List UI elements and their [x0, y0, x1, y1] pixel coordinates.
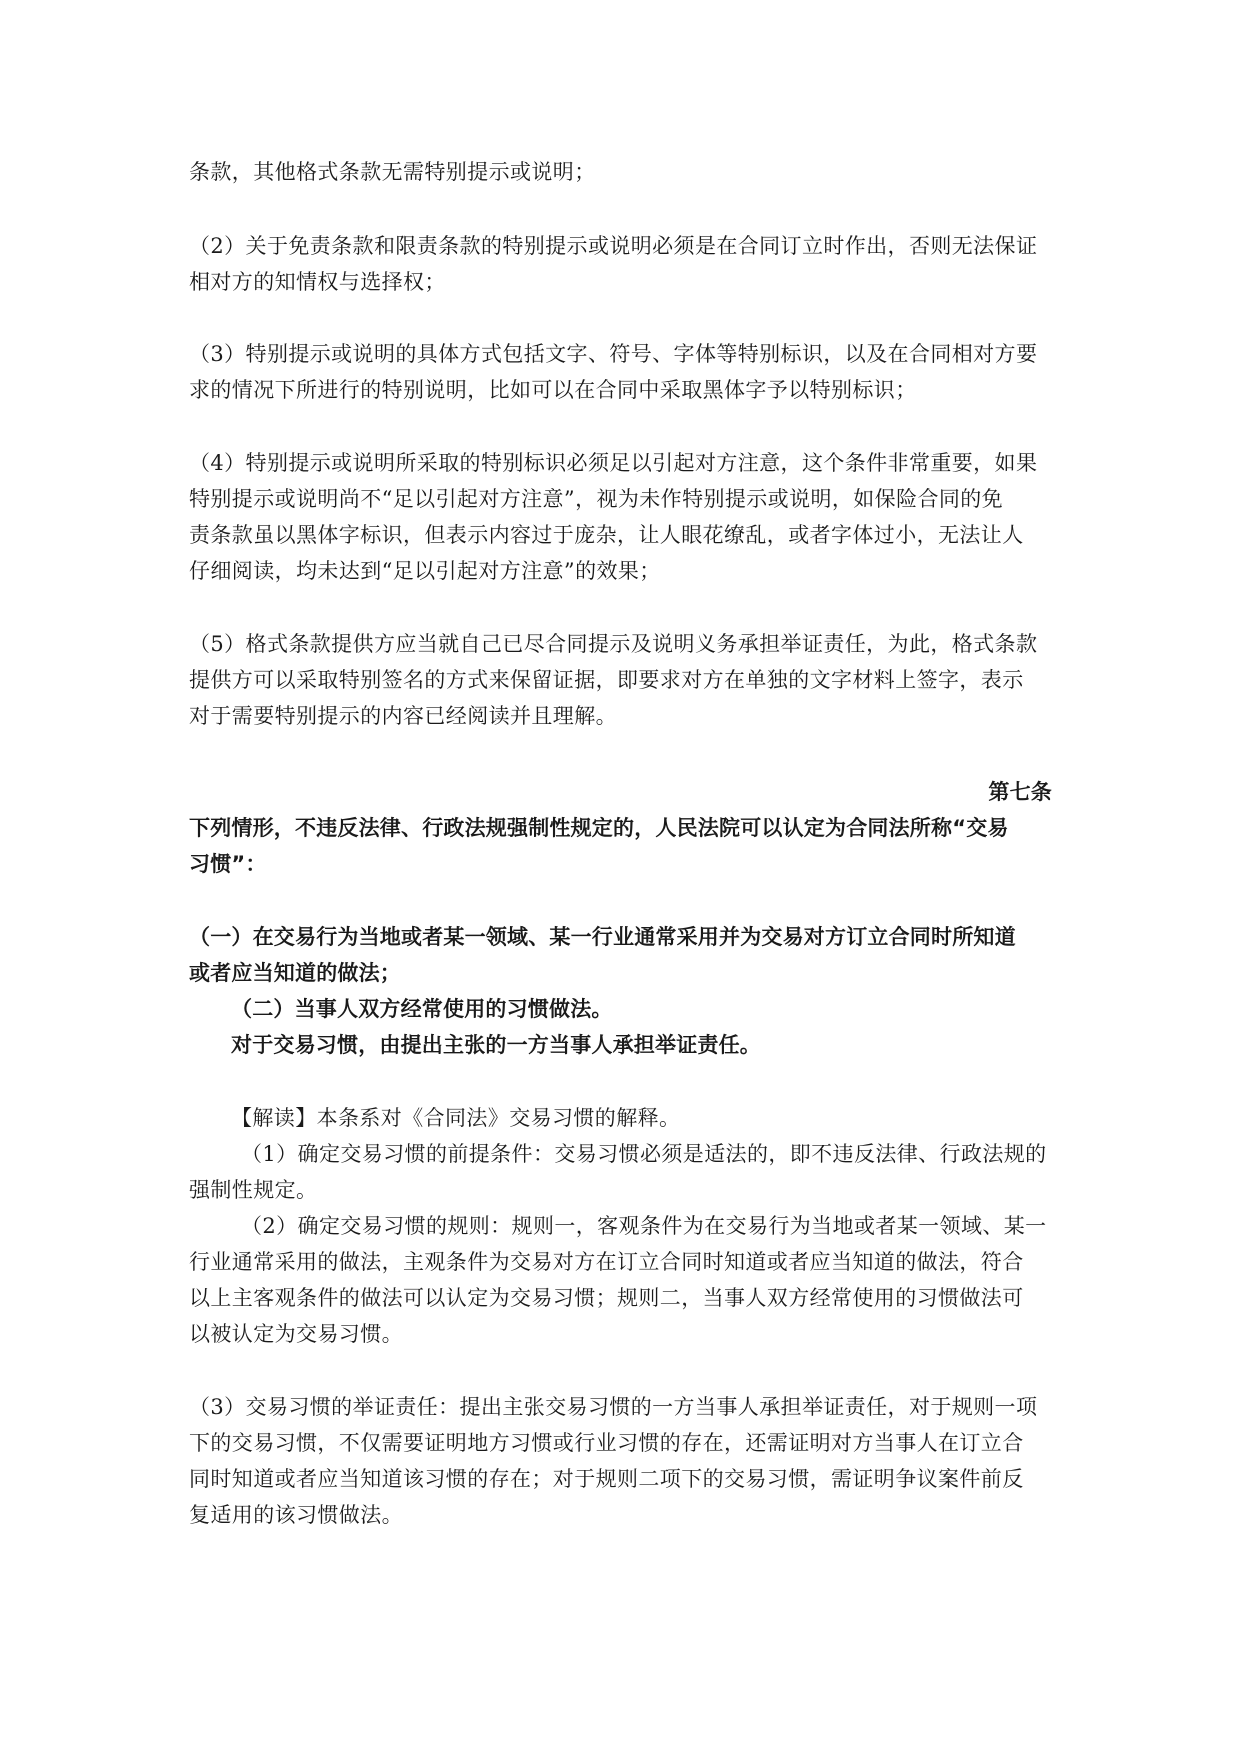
interpretation-line: 以被认定为交易习惯。	[189, 1322, 403, 1346]
paragraph-line: （3）特别提示或说明的具体方式包括文字、符号、字体等特别标识，以及在合同相对方要	[189, 342, 1038, 366]
paragraph-line: 责条款虽以黑体字标识，但表示内容过于庞杂，让人眼花缭乱，或者字体过小，无法让人	[189, 523, 1024, 547]
article-text-line: 对于交易习惯，由提出主张的一方当事人承担举证责任。	[231, 1033, 761, 1057]
interpretation-line: 强制性规定。	[189, 1178, 318, 1202]
interpretation-line: 复适用的该习惯做法。	[189, 1503, 403, 1527]
interpretation-line: 下的交易习惯，不仅需要证明地方习惯或行业习惯的存在，还需证明对方当事人在订立合	[189, 1431, 1024, 1455]
article-item-line: （一）在交易行为当地或者某一领域、某一行业通常采用并为交易对方订立合同时所知道	[189, 925, 1016, 949]
article-heading: 第七条	[988, 780, 1052, 804]
article-text-line: 下列情形，不违反法律、行政法规强制性规定的，人民法院可以认定为合同法所称“交易	[189, 816, 1009, 840]
paragraph-line: 求的情况下所进行的特别说明，比如可以在合同中采取黑体字予以特别标识；	[189, 378, 917, 402]
article-item-line: （二）当事人双方经常使用的习惯做法。	[231, 997, 613, 1021]
paragraph-line: （4）特别提示或说明所采取的特别标识必须足以引起对方注意，这个条件非常重要，如果	[189, 451, 1038, 475]
paragraph-line: （2）关于免责条款和限责条款的特别提示或说明必须是在合同订立时作出，否则无法保证	[189, 234, 1038, 258]
interpretation-line: 以上主客观条件的做法可以认定为交易习惯；规则二，当事人双方经常使用的习惯做法可	[189, 1286, 1024, 1310]
interpretation-line: （3）交易习惯的举证责任：提出主张交易习惯的一方当事人承担举证责任，对于规则一项	[189, 1395, 1038, 1419]
paragraph-line: 提供方可以采取特别签名的方式来保留证据，即要求对方在单独的文字材料上签字，表示	[189, 668, 1024, 692]
article-text-line: 习惯”：	[189, 852, 267, 876]
paragraph-line: 相对方的知情权与选择权；	[189, 270, 446, 294]
paragraph-line: 对于需要特别提示的内容已经阅读并且理解。	[189, 704, 617, 728]
paragraph-line: 条款，其他格式条款无需特别提示或说明；	[189, 160, 596, 184]
interpretation-line: 行业通常采用的做法，主观条件为交易对方在订立合同时知道或者应当知道的做法，符合	[189, 1250, 1024, 1274]
paragraph-line: （5）格式条款提供方应当就自己已尽合同提示及说明义务承担举证责任，为此，格式条款	[189, 632, 1038, 656]
paragraph-line: 特别提示或说明尚不“足以引起对方注意”，视为未作特别提示或说明，如保险合同的免	[189, 487, 1004, 511]
interpretation-line: （2）确定交易习惯的规则：规则一，客观条件为在交易行为当地或者某一领域、某一	[241, 1214, 1047, 1238]
interpretation-intro: 【解读】本条系对《合同法》交易习惯的解释。	[231, 1106, 681, 1130]
paragraph-line: 仔细阅读，均未达到“足以引起对方注意”的效果；	[189, 559, 661, 583]
interpretation-line: 同时知道或者应当知道该习惯的存在；对于规则二项下的交易习惯，需证明争议案件前反	[189, 1467, 1024, 1491]
interpretation-line: （1）确定交易习惯的前提条件：交易习惯必须是适法的，即不违反法律、行政法规的	[241, 1142, 1047, 1166]
article-item-line: 或者应当知道的做法；	[189, 961, 401, 985]
